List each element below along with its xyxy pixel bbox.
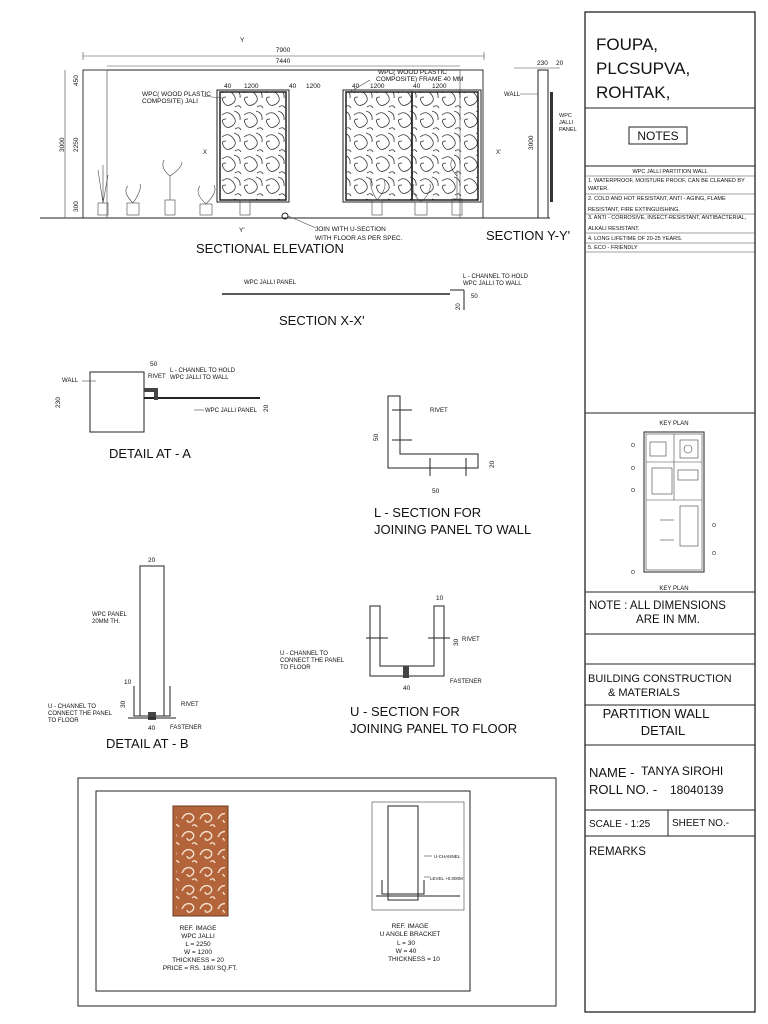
channel-label-line-3: TO FLOOR — [48, 718, 79, 724]
bracket-level-tag: LEVEL +0.000M — [430, 876, 463, 881]
label-join-line-1: JOIN WITH U-SECTION — [315, 226, 386, 233]
dim-50-horizontal: 50 — [432, 488, 440, 495]
dim-40: 40 — [352, 83, 360, 90]
detail-a — [55, 361, 270, 461]
bracket-channel-tag: U-CHANNEL — [434, 854, 461, 859]
dim-1200: 1200 — [432, 83, 447, 90]
wall-label: WALL — [504, 92, 521, 98]
ref-jali-line-6: PRICE = RS. 180/ SQ.FT. — [162, 965, 238, 972]
section-x-x-title: SECTION X-X' — [279, 313, 365, 328]
l-channel-profile — [388, 396, 478, 468]
drawing-title-line-1: PARTITION WALL — [602, 706, 710, 721]
rivet-label: RIVET — [430, 408, 448, 414]
dim-20: 20 — [556, 60, 564, 67]
ref-bracket-line-5: THICKNESS = 10 — [388, 956, 440, 963]
dim-inner-width: 7440 — [275, 58, 291, 65]
dim-1200: 1200 — [370, 83, 385, 90]
axis-y-top: Y — [240, 37, 245, 44]
dim-20: 20 — [489, 460, 496, 468]
note-line: WATER. — [588, 186, 609, 192]
sheet-no-label: SHEET NO.- — [672, 818, 730, 829]
axis-x-left: X — [203, 150, 208, 156]
subject-line-2: & MATERIALS — [608, 687, 680, 699]
wall-block — [90, 372, 144, 432]
dim-2250: 2250 — [73, 137, 80, 152]
channel-label-line-2: CONNECT THE PANEL — [48, 711, 113, 717]
dimension-note-line-2: ARE IN MM. — [636, 614, 700, 626]
name-value: TANYA SIROHI — [641, 764, 724, 778]
ref-jali-line-2: WPC JALLI — [181, 933, 215, 940]
dim-total-width: 7900 — [275, 47, 291, 54]
wall-section — [538, 70, 548, 218]
scale-label: SCALE - 1:25 — [589, 819, 651, 830]
fastener-label: FASTENER — [170, 725, 202, 731]
dim-10: 10 — [436, 595, 444, 602]
key-plan — [631, 432, 715, 574]
note-line: ALKALI RESISTANT. — [588, 226, 640, 232]
drawing-title-line-2: DETAIL — [640, 723, 686, 738]
dim-50: 50 — [150, 361, 158, 368]
dim-50-vertical: 50 — [373, 433, 380, 441]
channel-label-line-1: U - CHANNEL TO — [280, 651, 328, 657]
roll-value: 18040139 — [670, 783, 724, 797]
dim-1200: 1200 — [306, 83, 321, 90]
panel-label: WPC JALLI PANEL — [244, 280, 296, 286]
dim-300: 300 — [73, 201, 80, 212]
dim-1200: 1200 — [244, 83, 259, 90]
u-section-title-line-1: U - SECTION FOR — [350, 704, 460, 719]
ref-jali-line-5: THICKNESS = 20 — [172, 957, 224, 964]
channel-label-line-3: TO FLOOR — [280, 665, 311, 671]
detail-a-title: DETAIL AT - A — [109, 446, 191, 461]
location-line-3: ROHTAK, — [596, 83, 671, 102]
sectional-elevation — [40, 37, 550, 256]
dim-40: 40 — [289, 83, 297, 90]
label-jali-line-2: COMPOSITE) JALI — [142, 98, 198, 105]
key-plan-label-top: KEY PLAN — [659, 421, 689, 427]
dim-10: 10 — [124, 679, 132, 686]
detail-b — [48, 557, 202, 751]
dimension-note-line-1: NOTE : ALL DIMENSIONS — [589, 600, 726, 612]
l-section-title-line-1: L - SECTION FOR — [374, 505, 482, 520]
ref-jali-line-3: L = 2250 — [185, 941, 211, 948]
l-section — [373, 396, 531, 537]
jali-panel-left — [220, 92, 286, 200]
channel-label-line-2: CONNECT THE PANEL — [280, 658, 345, 664]
jali-panel-mid — [346, 92, 412, 200]
note-line: 2. COLD AND HOT RESISTANT, ANTI - AGING, FLAME — [588, 196, 726, 202]
sectional-elevation-title: SECTIONAL ELEVATION — [196, 241, 344, 256]
name-label: NAME - — [589, 765, 635, 780]
axis-x-prime: X' — [496, 150, 502, 156]
panel-label-line-2: 20MM TH. — [92, 619, 120, 625]
fastener-label: FASTENER — [450, 679, 482, 685]
dim-40: 40 — [413, 83, 421, 90]
ref-bracket-line-2: U ANGLE BRACKET — [379, 931, 441, 938]
channel-label-line-1: L - CHANNEL TO HOLD — [170, 368, 236, 374]
rivet-label: RIVET — [148, 374, 166, 380]
panel-label-line-1: WPC PANEL — [92, 612, 127, 618]
note-line: 3. ANTI - CORROSIVE, INSECT-RESISTANT, ANTIBACTERIAL, — [588, 215, 747, 221]
dim-30: 30 — [120, 700, 127, 708]
channel-label-line-2: WPC JALLI TO WALL — [463, 281, 522, 287]
panel-section — [140, 566, 164, 716]
panel-label-line-1: WPC — [559, 113, 572, 119]
panel-label-line-3: PANEL — [559, 127, 577, 133]
channel-label-line-2: WPC JALLI TO WALL — [170, 375, 229, 381]
dim-40: 40 — [224, 83, 232, 90]
dim-3000: 3000 — [528, 135, 535, 150]
section-x-x — [222, 274, 529, 328]
remarks-label: REMARKS — [589, 846, 646, 858]
dim-3000: 3000 — [59, 137, 66, 152]
note-line: 1. WATERPROOF, MOISTURE PROOF, CAN BE CLEANED BY — [588, 178, 745, 184]
ref-bracket-line-3: L = 30 — [396, 940, 416, 947]
dim-20: 20 — [148, 557, 156, 564]
dim-40: 40 — [148, 725, 156, 732]
channel-label-line-1: U - CHANNEL TO — [48, 704, 96, 710]
u-section — [280, 595, 517, 736]
u-section-title-line-2: JOINING PANEL TO FLOOR — [350, 721, 518, 736]
rivet-label: RIVET — [462, 637, 480, 643]
notes-list — [585, 176, 755, 252]
ref-jali-line-4: W = 1200 — [183, 949, 213, 956]
dim-230: 230 — [537, 60, 548, 67]
wpc-jali-reference-image — [173, 806, 228, 916]
reference-outer-frame — [78, 778, 556, 1006]
note-line: RESISTANT, FIRE EXTINGUISHING. — [588, 207, 680, 213]
section-y-y-title: SECTION Y-Y' — [486, 228, 571, 243]
title-block-border — [585, 12, 755, 1012]
ref-bracket-line-4: W = 40 — [395, 948, 417, 955]
dim-20: 20 — [456, 303, 462, 310]
location-line-1: FOUPA, — [596, 35, 659, 54]
end-wall-left — [83, 70, 107, 218]
title-block — [585, 12, 755, 1012]
channel-label-line-1: L - CHANNEL TO HOLD — [463, 274, 529, 280]
roll-label: ROLL NO. - — [589, 782, 658, 797]
dim-230: 230 — [55, 397, 62, 408]
dim-450: 450 — [73, 75, 80, 86]
rivet-label: RIVET — [181, 702, 199, 708]
panel-label-line-2: JALLI — [559, 120, 574, 126]
dim-40: 40 — [403, 685, 411, 692]
u-channel-profile — [370, 606, 444, 676]
reference-section — [78, 778, 556, 1006]
ref-bracket-line-1: REF. IMAGE — [391, 923, 429, 930]
l-section-title-line-2: JOINING PANEL TO WALL — [374, 522, 532, 537]
label-frame-line-2: COMPOSITE) FRAME 40 MM — [376, 76, 464, 83]
label-jali-line-1: WPC( WOOD PLASTIC — [142, 91, 211, 98]
note-line: 4. LONG LIFETIME OF 20-25 YEARS. — [588, 236, 683, 242]
note-line: 5. ECO - FRIENDLY — [588, 245, 638, 251]
panel-label: WPC JALLI PANEL — [205, 408, 257, 414]
dim-20: 20 — [263, 404, 270, 412]
detail-b-title: DETAIL AT - B — [106, 736, 189, 751]
notes-heading: NOTES — [637, 129, 679, 143]
label-frame-line-1: WPC( WOOD PLASTIC — [378, 69, 447, 76]
axis-y-prime: Y' — [239, 227, 245, 234]
wall-label: WALL — [62, 378, 79, 384]
dim-30: 30 — [453, 638, 460, 646]
dim-50: 50 — [471, 294, 478, 300]
subject-line-1: BUILDING CONSTRUCTION — [588, 673, 732, 685]
key-plan-label-bottom: KEY PLAN — [659, 586, 689, 592]
ref-jali-line-1: REF. IMAGE — [179, 925, 217, 932]
u-bracket-reference-image — [372, 802, 464, 910]
location-line-2: PLCSUPVA, — [596, 59, 691, 78]
panel-section — [550, 92, 553, 202]
notes-title: WPC JALLI PARTITION WALL — [632, 169, 708, 175]
jali-panel-right — [412, 92, 478, 200]
label-join-line-2: WITH FLOOR AS PER SPEC. — [315, 235, 403, 242]
